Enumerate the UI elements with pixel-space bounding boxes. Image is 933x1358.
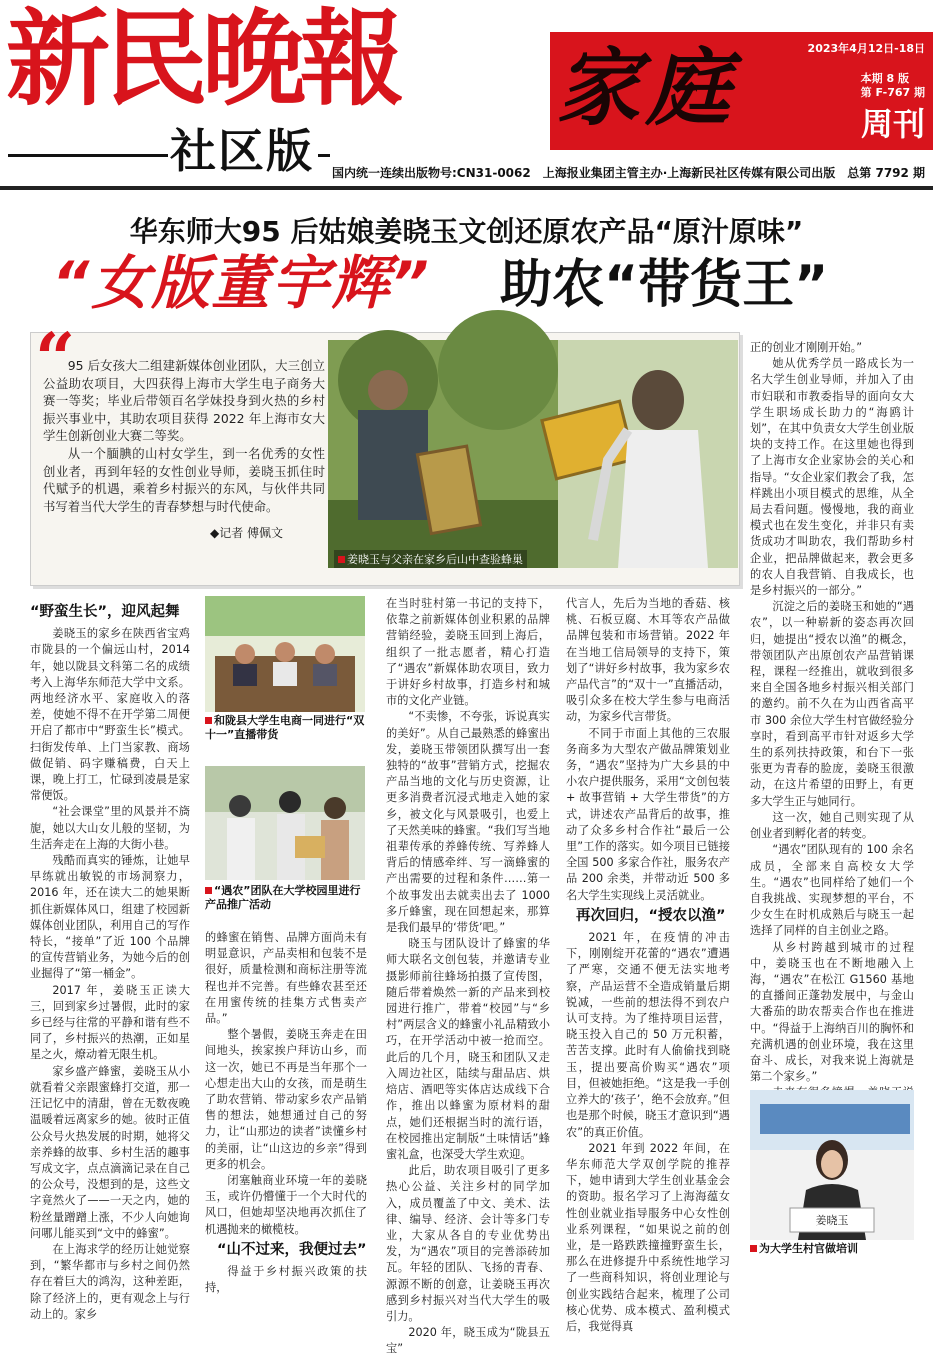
headline-red: “女版董宇辉” — [52, 249, 431, 317]
paragraph: 2020 年，晓玉成为“陇县五宝” — [386, 1326, 550, 1356]
paragraph: 正的创业才刚刚开始。” — [750, 341, 863, 354]
caption-marker-icon — [750, 1245, 757, 1252]
column-5 — [750, 340, 914, 1084]
photo-campus-promotion — [205, 766, 365, 880]
paragraph: 2021 年到 2022 年间，在华东师范大学双创学院的推荐下，她申请到大学生创业基金会的资助。报名学习了上海海蕴女性创业就业指导服务中心女性创业系列课程，“如果说之前的创业，是一路跌跌撞撞野蛮生长，那么在进修提升中系统性地学习了一些商科知识，将创业理论与创业实践结合起来，梳理了公司核心优势、成本模式、盈利模式后，我觉得真 — [566, 1141, 730, 1333]
paragraph: 沉淀之后的姜晓玉和她的“遇农”，以一种崭新的姿态再次回归，她提出“授农以渔”的概念，带领团队产出原创农产品营销课程，课程一经推出，就收到很多来自全国各地乡村振兴相关部门的邀约。前不久在为山西省高平市 300 余位大学生村官做经验分享时，看到高平市针对返乡大学生的系列扶持政策，和台下一张张更为青春的脸庞，姜晓玉很激动，在这片希望的田野上，有更多大学生正与她同行。 — [750, 600, 914, 808]
paragraph: 得益于乡村振兴政策的扶持， — [205, 1265, 367, 1295]
headline-black: 助农“带货王” — [500, 255, 829, 315]
paragraph: 姜晓玉的家乡在陕西省宝鸡市陇县的一个偏远山村，2014 年，她以陇县文科第二名的成绩考入上海华东师范大学中文系。两地经济水平、家庭收入的落差，使她不得不在开学第二周便开启了都市中“野蛮生长”模式。扫街发传单、上门当家教、商场做促销、码字赚稿费，白天上课，晚上打工，忙碌到凌晨是家常便饭。 — [30, 627, 190, 803]
paragraph: 此后，助农项目吸引了更多热心公益、关注乡村的同学加入，成员覆盖了中文、美术、法律、编导、经济、会计等多门专业，大家从各自的专业优势出发，为“遇农”项目的完善添砖加瓦。年轻的团队、飞扬的青春、源源不断的创意，让姜晓玉再次感到乡村振兴对当代大学生的吸引力。 — [386, 1164, 550, 1323]
column-1 — [30, 600, 190, 1321]
caption-marker-icon — [205, 717, 212, 724]
issue-pages: 本期 8 版 — [860, 72, 909, 85]
newspaper-logo: 新民晚報 — [6, 0, 399, 120]
paragraph: 她从优秀学员一路成长为一名大学生创业导师，并加入了由市妇联和市教委指导的面向女大学生职场成长助力的“海鸥计划”，在其中负责女大学生创业版块的支持工作。在这里她也得到了上海市女企业家协会的关心和指导。“女企业家们教会了我，怎样跳出小项目模式的思维，从全局去看问题。慢慢地，我的商业模式也在发生变化，并非只有卖货成功才叫助农，我们帮助乡村企业，把品牌做起来，教会更多的农人自我营销、自我成长，也是乡村振兴的一部分。” — [750, 357, 914, 598]
main-photo — [328, 340, 738, 568]
section-heading: “野蛮生长”，迎风起舞 — [30, 604, 180, 620]
livestream-photo-illustration — [205, 596, 365, 712]
edition-label: 社区版 — [170, 124, 314, 178]
photo-caption-livestream — [205, 714, 365, 742]
lead-paragraph: 从一个腼腆的山村女学生，到一名优秀的女性创业者，再到年轻的女性创业导师，姜晓玉抓住时代赋予的机遇，乘着乡村振兴的东风，与伙伴共同书写着当代大学生的青春梦想与时代使命。 — [43, 445, 325, 514]
quote-mark-icon: “ — [35, 317, 76, 400]
masthead-divider — [0, 186, 933, 190]
paragraph: 残酷而真实的锤炼，让她早早练就出敏锐的市场洞察力，2016 年，还在读大二的她果断抓住新媒体风口，组建了校园新媒体创业团队，利用自己的写作特长，“接单”了近 100 个品牌的宣传营销业务，为她今后的创业掘得了“第一桶金”。 — [30, 854, 190, 981]
campus-photo-illustration — [205, 766, 365, 880]
paragraph: 代言人，先后为当地的香菇、核桃、石板豆腐、木耳等农产品做品牌包装和市场营销。2022 年在当地工信局领导的支持下，策划了“讲好乡村故事，我为家乡农产品代言”的“双十一”直播活动，吸引众多在校大学生参与电商活动，为家乡代言带货。 — [566, 597, 730, 724]
paragraph: 整个暑假，姜晓玉奔走在田间地头，挨家挨户拜访山乡，而这一次，她已不再是当年那个一心想走出大山的女孩，而是萌生了助农营销、带动家乡农产品销售的想法，她想通过自己的努力，让“山那边的读者”读懂乡村的美丽，让“山这边的乡亲”得到更多的机会。 — [205, 1028, 367, 1171]
photo-training — [750, 1090, 914, 1240]
edition-rule-left — [8, 154, 168, 157]
caption-text: 和陇县大学生电商一同进行“双十一”直播带货 — [205, 714, 365, 741]
caption-marker-icon — [205, 887, 212, 894]
paragraph: 这一次，她自己则实现了从创业者到孵化者的转变。 — [750, 810, 914, 841]
issue-date: 2023年4月12日-18日 — [807, 42, 925, 55]
supplement-title: 家庭 — [556, 38, 737, 137]
paragraph: 在上海求学的经历让她觉察到，“繁华都市与乡村之间仍然存在着巨大的鸿沟，这种差距，除了经济上的，更有观念上与行动上的。家乡 — [30, 1242, 190, 1321]
column-4 — [566, 596, 730, 1333]
paragraph: 不同于市面上其他的三农服务商多为大型农产做品牌策划业务，“遇农”坚持为广大乡县的中小农户提供服务，采用“文创包装 + 故事营销 + 大学生带货”的方式，讲述农产品背后的故事，推动了众多乡村合作社“最后一公里”工作的落实。如今项目已链接全国 500 多家合作社，服务农产品 200 余类，并带动近 500 多名大学生实现线上灵活就业。 — [566, 726, 730, 902]
section-heading: 再次回归，“授农以渔” — [576, 907, 726, 924]
column-2 — [205, 930, 367, 1295]
paragraph: 2021 年，在疫情的冲击下，刚刚绽开花蕾的“遇农”遭遇了严寒，交通不便无法实地考察，产品运营不全造成销量后期锐减，一些前的想法得不到农户认可支持。为了维持项目运营，晓玉投入自己的 50 万元积蓄，苦苦支撑。此时有人偷偷找到晓玉，提出要高价购买“遇农”项目，但被她拒绝。“这是我一手创立养大的‘孩子’，绝不会放弃。”但也是那个时候，晓玉才意识到“遇农”的真正价值。 — [566, 931, 730, 1139]
column-3 — [386, 596, 550, 1356]
name-tag: 姜晓玉 — [815, 1214, 849, 1227]
lead-paragraph: 95 后女孩大二组建新媒体创业团队，大三创立公益助农项目，大四获得上海市大学生电子商务大赛一等奖；毕业后带领百名学妹投身到火热的乡村振兴事业中，其助农项目获得 2022 年上海市女大学生创新创业大赛二等奖。 — [43, 358, 325, 444]
photo-livestream — [205, 596, 365, 712]
paragraph: 晓玉与团队设计了蜂蜜的华师大联名文创包装，并邀请专业摄影师前往蜂场拍摄了宣传图，随后带着焕然一新的产品来到校园进行推广，带着“校园”与“乡村”两层含义的蜂蜜小礼品精致小巧，在开学活动中被一抢而空。此后的几个月，晓玉和团队又走入周边社区，陆续与甜品店、烘焙店、酒吧等实体店达成线下合作，推出以蜂蜜为原材料的甜点，她们还根据当时的流行语，在校园推出定制版“土味情话”蜂蜜礼盒，也深受大学生欢迎。 — [386, 937, 550, 1161]
weekly-label: 周刊 — [860, 105, 925, 143]
paragraph: “不卖惨，不夸张，诉说真实的美好”。从自己最熟悉的蜂蜜出发，姜晓玉带领团队撰写出一套独特的“故事”营销方式，挖掘农产品当地的文化与历史资源，让更多消费者沉浸式地走入她的家乡，被文化与风景吸引，也爱上了天然美味的蜂蜜。“我们写当地祖辈传承的养蜂传统、写养蜂人背后的情感牵绊、写一滴蜂蜜的产出需要的过程和条件……第一个故事发出去就卖出去了 1000 多斤蜂蜜，现在回想起来，那算是我们最早的‘带货’吧。” — [386, 710, 550, 935]
paragraph: 家乡盛产蜂蜜，姜晓玉从小就看着父亲跟蜜蜂打交道，那一汪记忆中的清甜，曾在无数夜晚温暖着远离家乡的她。彼时正值公众号火热发展的时期，她将父亲养蜂的故事、乡村生活的趣事写成文字，点点滴滴记录在自己的公众号，没想到的是，这些文字竟然火了——一天之内，她的粉丝量蹭蹭上涨，不少人向她询问哪儿能买到“文中的蜂蜜”。 — [30, 1064, 190, 1240]
main-photo-caption — [334, 550, 527, 568]
publication-info: 国内统一连续出版物号:CN31-0062 上海报业集团主管主办·上海新民社区传媒有限公司出版 总第 7792 期 — [332, 166, 926, 180]
paragraph: 从乡村跨越到城市的过程中，姜晓玉也在不断地融入上海，“遇农”在松江 G1560 基地的直播间正蓬勃发展中，与金山大番茄的助农帮卖合作也在推进中。“得益于上海纳百川的胸怀和充满机遇的创业环境，我在这里奋斗、成长，对我来说上海就是第二个家乡。” — [750, 940, 914, 1084]
caption-text: 姜晓玉与父亲在家乡后山中查验蜂巢 — [347, 553, 523, 566]
paragraph: 2017 年，姜晓玉正读大三，回到家乡过暑假，此时的家乡已经与往常的平静和谐有些不同了，乡村振兴的热潮，正如星星之火，燎动着无限生机。 — [30, 983, 190, 1062]
edition-rule-right — [318, 154, 330, 157]
paragraph: “社会课堂”里的风景并不旖旎，她以大山女儿般的坚韧，为生活奔走在上海的大街小巷。 — [30, 805, 190, 851]
caption-text: 为大学生村官做培训 — [759, 1242, 858, 1255]
masthead — [0, 0, 933, 190]
caption-text: “遇农”团队在大学校园里进行产品推广活动 — [205, 884, 361, 911]
caption-marker-icon — [338, 556, 345, 563]
issue-serial: 第 F-767 期 — [860, 86, 925, 99]
lead-text — [43, 357, 325, 515]
paragraph: 在当时驻村第一书记的支持下，依靠之前新媒体创业积累的品牌营销经验，姜晓玉回到上海后，组织了一批志愿者，精心打造了“遇农”新媒体助农项目，致力于讲好乡村故事，打造乡村和城市的文化产业链。 — [386, 597, 550, 708]
photo-caption-training — [750, 1242, 914, 1256]
paragraph: “遇农”团队现有的 100 余名成员，全部来自高校女大学生。“遇农”也同样给了她们一个自我挑战、实现梦想的平台，不少女生在时机成熟后与晓玉一起选择了同样的自主创业之路。 — [750, 843, 914, 938]
paragraph: 的蜂蜜在销售、品牌方面尚未有明显意识，产品卖相和包装不是很好，质量检测和商标注册等流程也并不完善。有些蜂农甚至还在用蜜传统的挂集方式售卖产品。” — [205, 931, 367, 1026]
photo-caption-campus — [205, 884, 365, 912]
supplement-banner — [550, 32, 933, 150]
beekeeping-photo-illustration — [328, 340, 738, 568]
byline: ◆记者 傅佩文 — [210, 526, 284, 540]
subheadline: 华东师大95 后姑娘姜晓玉文创还原农产品“原汁原味” — [129, 215, 804, 248]
paragraph: 闭塞触商业环境一年的姜晓玉，或许仍懵懂于一个大时代的风口，但她却坚决地再次抓住了机遇抛来的橄榄枝。 — [205, 1174, 367, 1236]
issue-number — [861, 72, 925, 100]
section-heading: “山不过来，我便过去” — [217, 1241, 367, 1258]
